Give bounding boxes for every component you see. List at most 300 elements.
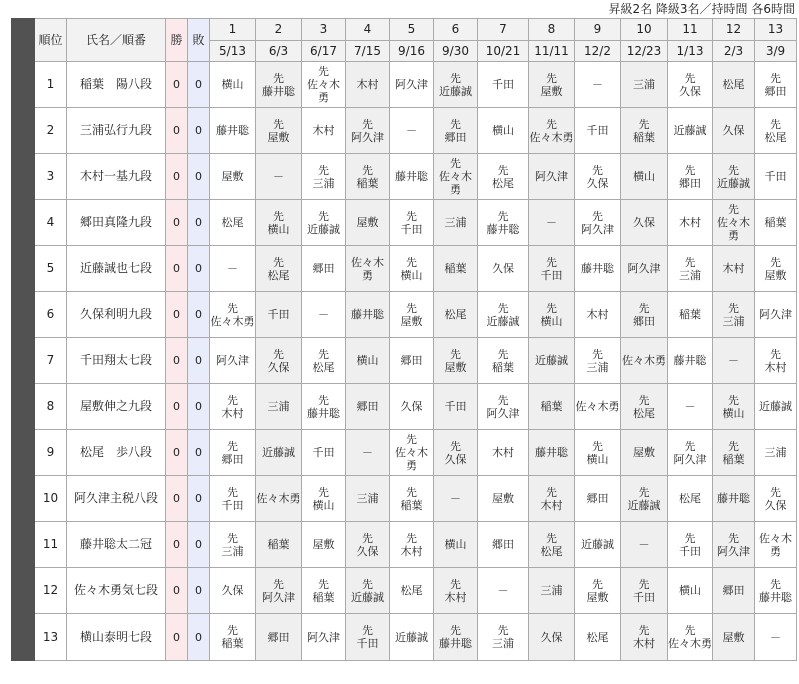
opponent-name xyxy=(262,72,295,98)
opponent-label: 藤井聡 xyxy=(759,590,792,604)
opponent-name: － xyxy=(406,124,417,137)
game-cell xyxy=(668,614,713,661)
game-cell xyxy=(529,246,575,292)
game-cell xyxy=(210,476,256,522)
opponent-name xyxy=(628,486,661,512)
game-cell xyxy=(256,384,302,430)
game-cell xyxy=(210,568,256,614)
game-cell xyxy=(346,430,390,476)
game-cell xyxy=(755,246,797,292)
opponent-label: 千田 xyxy=(356,637,379,650)
game-cell xyxy=(478,522,529,568)
win-count: 0 xyxy=(166,430,188,476)
row-side-bar xyxy=(12,338,35,384)
opponent-label: 木村 xyxy=(444,590,467,604)
game-cell xyxy=(302,522,346,568)
header-rank: 順位 xyxy=(35,19,67,62)
opponent-name: 木村 xyxy=(492,446,514,459)
first-move-mark: 先 xyxy=(450,347,461,361)
opponent-name xyxy=(222,440,244,466)
first-move-mark: 先 xyxy=(684,163,696,177)
opponent-name xyxy=(439,72,472,98)
opponent-label: 横山 xyxy=(400,268,423,282)
opponent-name: 久保 xyxy=(492,262,514,275)
first-move-mark: 先 xyxy=(406,433,417,446)
opponent-name xyxy=(313,578,335,604)
first-move-mark: 先 xyxy=(318,347,329,361)
win-count: 0 xyxy=(166,522,188,568)
game-cell xyxy=(713,384,755,430)
opponent-name xyxy=(357,164,379,190)
first-move-mark: 先 xyxy=(770,485,781,499)
opponent-name xyxy=(401,532,423,558)
table-row xyxy=(12,476,797,522)
game-cell xyxy=(210,522,256,568)
opponent-name: 佐々木勇 xyxy=(575,400,620,413)
first-move-mark: 先 xyxy=(318,209,329,223)
win-count: 0 xyxy=(166,154,188,200)
opponent-name: 松尾 xyxy=(586,630,609,644)
round-number: 11 xyxy=(668,19,713,41)
first-move-mark: 先 xyxy=(362,117,373,131)
game-cell xyxy=(256,476,302,522)
game-cell xyxy=(529,568,575,614)
opponent-name: 木村 xyxy=(722,262,745,275)
first-move-mark: 先 xyxy=(406,485,417,499)
game-cell xyxy=(210,614,256,661)
opponent-label: 藤井聡 xyxy=(262,84,295,98)
opponent-label: 横山 xyxy=(540,314,563,328)
game-cell xyxy=(668,476,713,522)
league-table xyxy=(11,18,797,661)
opponent-label: 近藤誠 xyxy=(307,222,340,236)
first-move-mark: 先 xyxy=(273,209,284,223)
round-date: 12/2 xyxy=(575,41,621,62)
first-move-mark: 先 xyxy=(497,301,509,315)
first-move-mark: 先 xyxy=(450,439,461,453)
opponent-label: 屋敷 xyxy=(764,268,787,282)
rank-cell: 1 xyxy=(35,62,67,108)
game-cell xyxy=(529,62,575,108)
game-cell xyxy=(478,108,529,154)
opponent-label: 木村 xyxy=(221,406,244,420)
game-cell xyxy=(755,62,797,108)
game-cell xyxy=(668,200,713,246)
game-cell xyxy=(478,246,529,292)
opponent-label: 稲葉 xyxy=(492,360,514,374)
opponent-label: 松尾 xyxy=(540,544,563,558)
opponent-label: 近藤誠 xyxy=(351,590,384,604)
first-move-mark: 先 xyxy=(546,117,557,131)
table-row xyxy=(12,62,797,108)
opponent-name xyxy=(530,118,574,144)
win-count: 0 xyxy=(166,338,188,384)
row-side-bar xyxy=(12,246,35,292)
first-move-mark: 先 xyxy=(728,531,739,545)
opponent-name: － xyxy=(728,354,739,367)
row-side-bar xyxy=(12,430,35,476)
rank-cell: 8 xyxy=(35,384,67,430)
opponent-label: 横山 xyxy=(586,452,609,466)
first-move-mark: 先 xyxy=(406,209,417,223)
opponent-name xyxy=(587,578,609,604)
game-cell xyxy=(302,62,346,108)
opponent-label: 稲葉 xyxy=(633,130,655,144)
opponent-name: 佐々木勇 xyxy=(351,255,384,282)
game-cell xyxy=(390,108,434,154)
opponent-name xyxy=(492,164,514,190)
opponent-name xyxy=(222,532,244,558)
opponent-name: 近藤誠 xyxy=(535,354,568,367)
opponent-label: 佐々木勇 xyxy=(395,446,428,472)
opponent-name: 久保 xyxy=(540,630,563,644)
opponent-label: 郷田 xyxy=(679,176,701,190)
game-cell xyxy=(668,338,713,384)
opponent-label: 千田 xyxy=(633,590,655,604)
game-cell xyxy=(434,522,478,568)
loss-count: 0 xyxy=(188,568,210,614)
game-cell xyxy=(434,200,478,246)
win-count: 0 xyxy=(166,108,188,154)
game-cell xyxy=(256,430,302,476)
game-cell xyxy=(668,522,713,568)
game-cell xyxy=(346,108,390,154)
game-cell xyxy=(621,338,668,384)
opponent-name xyxy=(445,118,467,144)
first-move-mark: 先 xyxy=(546,301,557,315)
opponent-name xyxy=(541,256,563,282)
first-move-mark: 先 xyxy=(684,255,696,269)
opponent-name xyxy=(765,486,787,512)
round-number: 7 xyxy=(478,19,529,41)
opponent-name xyxy=(439,624,472,650)
game-cell xyxy=(713,154,755,200)
game-cell xyxy=(621,568,668,614)
first-move-mark: 先 xyxy=(497,209,509,223)
loss-count: 0 xyxy=(188,430,210,476)
opponent-name: 横山 xyxy=(492,124,514,137)
loss-count: 0 xyxy=(188,384,210,430)
win-count: 0 xyxy=(166,200,188,246)
opponent-label: 久保 xyxy=(764,498,787,512)
game-cell xyxy=(256,108,302,154)
opponent-name: 稲葉 xyxy=(764,216,787,229)
game-cell xyxy=(575,246,621,292)
table-row xyxy=(12,292,797,338)
opponent-label: 松尾 xyxy=(312,360,335,374)
opponent-name xyxy=(541,72,563,98)
game-cell xyxy=(256,154,302,200)
player-name: 阿久津主税八段 xyxy=(67,476,166,522)
opponent-label: 郷田 xyxy=(633,314,655,328)
opponent-label: 郷田 xyxy=(764,84,787,98)
first-move-mark: 先 xyxy=(592,577,603,591)
first-move-mark: 先 xyxy=(450,71,461,85)
first-move-mark: 先 xyxy=(728,301,739,315)
round-date: 12/23 xyxy=(621,41,668,62)
opponent-name: 稲葉 xyxy=(679,308,701,321)
opponent-name: 千田 xyxy=(586,124,609,137)
game-cell xyxy=(755,476,797,522)
opponent-label: 三浦 xyxy=(312,176,335,190)
first-move-mark: 先 xyxy=(728,163,739,177)
game-cell xyxy=(346,614,390,661)
game-cell xyxy=(210,384,256,430)
game-cell xyxy=(713,568,755,614)
opponent-name: 近藤誠 xyxy=(581,538,614,551)
opponent-name xyxy=(445,348,467,374)
loss-count: 0 xyxy=(188,200,210,246)
player-name: 近藤誠也七段 xyxy=(67,246,166,292)
opponent-label: 三浦 xyxy=(679,268,701,282)
first-move-mark: 先 xyxy=(273,347,284,361)
game-cell xyxy=(302,384,346,430)
opponent-name: 屋敷 xyxy=(722,630,745,644)
opponent-label: 稲葉 xyxy=(356,176,379,190)
opponent-name: 藤井聡 xyxy=(395,170,428,183)
round-number: 3 xyxy=(302,19,346,41)
game-cell xyxy=(529,522,575,568)
table-row xyxy=(12,568,797,614)
opponent-name: 木村 xyxy=(356,78,379,91)
game-cell xyxy=(755,614,797,661)
first-move-mark: 先 xyxy=(638,301,650,315)
game-cell xyxy=(668,154,713,200)
game-cell xyxy=(390,522,434,568)
rank-cell: 7 xyxy=(35,338,67,384)
game-cell xyxy=(302,154,346,200)
opponent-name xyxy=(307,394,340,420)
opponent-label: 屋敷 xyxy=(540,84,563,98)
first-move-mark: 先 xyxy=(592,347,603,361)
game-cell xyxy=(256,200,302,246)
game-cell xyxy=(346,384,390,430)
opponent-name: 阿久津 xyxy=(627,262,661,275)
opponent-name: 屋敷 xyxy=(356,216,379,229)
game-cell xyxy=(755,430,797,476)
game-cell xyxy=(256,568,302,614)
first-move-mark: 先 xyxy=(273,71,284,85)
game-cell xyxy=(713,476,755,522)
opponent-name: 郷田 xyxy=(722,584,745,597)
opponent-name: 藤井聡 xyxy=(535,446,568,459)
opponent-name xyxy=(401,486,423,512)
game-cell xyxy=(755,154,797,200)
opponent-name xyxy=(268,210,290,236)
opponent-label: 阿久津 xyxy=(581,222,614,236)
opponent-name: 松尾 xyxy=(722,78,745,91)
opponent-name xyxy=(541,486,563,512)
first-move-mark: 先 xyxy=(770,117,781,131)
opponent-name: － xyxy=(770,630,781,644)
opponent-name: 郷田 xyxy=(356,400,379,413)
opponent-name xyxy=(487,210,520,236)
opponent-name: － xyxy=(546,216,557,229)
opponent-label: 三浦 xyxy=(221,544,244,558)
opponent-name: 千田 xyxy=(492,78,514,91)
game-cell xyxy=(390,476,434,522)
game-cell xyxy=(621,292,668,338)
game-cell xyxy=(434,476,478,522)
opponent-label: 千田 xyxy=(221,498,244,512)
game-cell xyxy=(256,246,302,292)
game-cell xyxy=(390,568,434,614)
game-cell xyxy=(621,154,668,200)
game-cell xyxy=(529,338,575,384)
game-cell xyxy=(575,200,621,246)
game-cell xyxy=(668,384,713,430)
opponent-label: 佐々木勇 xyxy=(210,314,255,328)
round-date: 5/13 xyxy=(210,41,256,62)
opponent-label: 近藤誠 xyxy=(627,498,661,512)
game-cell xyxy=(621,522,668,568)
opponent-name xyxy=(717,164,750,190)
opponent-name: 木村 xyxy=(586,308,609,321)
rank-cell: 5 xyxy=(35,246,67,292)
opponent-name xyxy=(445,578,467,604)
round-date: 6/17 xyxy=(302,41,346,62)
opponent-label: 屋敷 xyxy=(267,130,290,144)
opponent-name: 藤井聡 xyxy=(717,492,750,505)
game-cell xyxy=(575,292,621,338)
opponent-label: 横山 xyxy=(312,498,335,512)
win-count: 0 xyxy=(166,614,188,661)
opponent-name: 久保 xyxy=(400,400,423,413)
rank-cell: 3 xyxy=(35,154,67,200)
game-cell xyxy=(434,154,478,200)
game-cell xyxy=(390,384,434,430)
round-date: 2/3 xyxy=(713,41,755,62)
opponent-label: 郷田 xyxy=(444,130,467,144)
game-cell xyxy=(713,430,755,476)
first-move-mark: 先 xyxy=(728,439,739,453)
game-cell xyxy=(621,246,668,292)
table-row xyxy=(12,200,797,246)
game-cell xyxy=(713,200,755,246)
game-cell xyxy=(210,430,256,476)
first-move-mark: 先 xyxy=(227,393,238,407)
opponent-name: 郷田 xyxy=(586,492,609,505)
game-cell xyxy=(346,246,390,292)
opponent-label: 久保 xyxy=(586,176,609,190)
game-cell xyxy=(210,338,256,384)
opponent-label: 屋敷 xyxy=(444,360,467,374)
opponent-name xyxy=(765,72,787,98)
first-move-mark: 先 xyxy=(497,393,509,407)
opponent-name: 横山 xyxy=(633,170,655,183)
rank-cell: 9 xyxy=(35,430,67,476)
win-count: 0 xyxy=(166,384,188,430)
opponent-name: 三浦 xyxy=(356,492,379,505)
game-cell xyxy=(668,246,713,292)
opponent-name: － xyxy=(684,400,696,413)
first-move-mark: 先 xyxy=(362,531,373,545)
opponent-label: 藤井聡 xyxy=(307,406,340,420)
opponent-label: 屋敷 xyxy=(586,590,609,604)
game-cell xyxy=(302,568,346,614)
game-cell xyxy=(478,430,529,476)
opponent-name: 三浦 xyxy=(764,446,787,459)
game-cell xyxy=(390,246,434,292)
game-cell xyxy=(529,430,575,476)
game-cell xyxy=(390,338,434,384)
game-cell xyxy=(434,292,478,338)
opponent-name: 佐々木勇 xyxy=(256,492,301,505)
game-cell xyxy=(390,430,434,476)
player-name: 屋敷伸之九段 xyxy=(67,384,166,430)
game-cell xyxy=(346,338,390,384)
game-cell xyxy=(302,246,346,292)
opponent-name xyxy=(713,203,754,242)
opponent-name: 稲葉 xyxy=(444,262,467,275)
opponent-name xyxy=(401,210,423,236)
opponent-name xyxy=(765,118,787,144)
game-cell xyxy=(210,246,256,292)
first-move-mark: 先 xyxy=(770,255,781,269)
opponent-label: 近藤誠 xyxy=(439,84,472,98)
game-cell xyxy=(346,62,390,108)
first-move-mark: 先 xyxy=(546,531,557,545)
opponent-name: 横山 xyxy=(221,78,244,91)
table-row xyxy=(12,154,797,200)
game-cell xyxy=(256,292,302,338)
opponent-label: 阿久津 xyxy=(673,452,707,466)
opponent-label: 久保 xyxy=(267,360,290,374)
first-move-mark: 先 xyxy=(406,531,417,545)
rank-cell: 4 xyxy=(35,200,67,246)
game-cell xyxy=(302,200,346,246)
opponent-name: 屋敷 xyxy=(492,492,514,505)
round-date: 11/11 xyxy=(529,41,575,62)
opponent-label: 木村 xyxy=(400,544,423,558)
first-move-mark: 先 xyxy=(450,577,461,591)
game-cell xyxy=(256,338,302,384)
opponent-name xyxy=(487,302,520,328)
opponent-label: 佐々木勇 xyxy=(717,216,750,242)
game-cell xyxy=(575,154,621,200)
opponent-name: 久保 xyxy=(221,584,244,597)
opponent-name xyxy=(313,164,335,190)
opponent-name: － xyxy=(450,492,461,505)
game-cell xyxy=(434,430,478,476)
round-number: 13 xyxy=(755,19,797,41)
rank-cell: 13 xyxy=(35,614,67,661)
game-cell xyxy=(668,568,713,614)
opponent-name: － xyxy=(362,446,373,459)
first-move-mark: 先 xyxy=(728,203,739,216)
game-cell xyxy=(575,62,621,108)
game-cell xyxy=(302,476,346,522)
opponent-name xyxy=(679,256,701,282)
header-corner xyxy=(12,19,35,62)
row-side-bar xyxy=(12,154,35,200)
league-body xyxy=(12,62,797,661)
opponent-name xyxy=(262,578,295,604)
game-cell xyxy=(302,614,346,661)
opponent-name xyxy=(679,532,701,558)
player-name: 久保利明九段 xyxy=(67,292,166,338)
opponent-name xyxy=(765,348,787,374)
opponent-name xyxy=(390,433,433,472)
game-cell xyxy=(575,614,621,661)
opponent-name: 近藤誠 xyxy=(759,400,792,413)
opponent-name xyxy=(765,256,787,282)
opponent-name: 稲葉 xyxy=(540,400,563,413)
game-cell xyxy=(621,614,668,661)
game-cell xyxy=(346,154,390,200)
opponent-name xyxy=(313,348,335,374)
first-move-mark: 先 xyxy=(227,439,238,453)
